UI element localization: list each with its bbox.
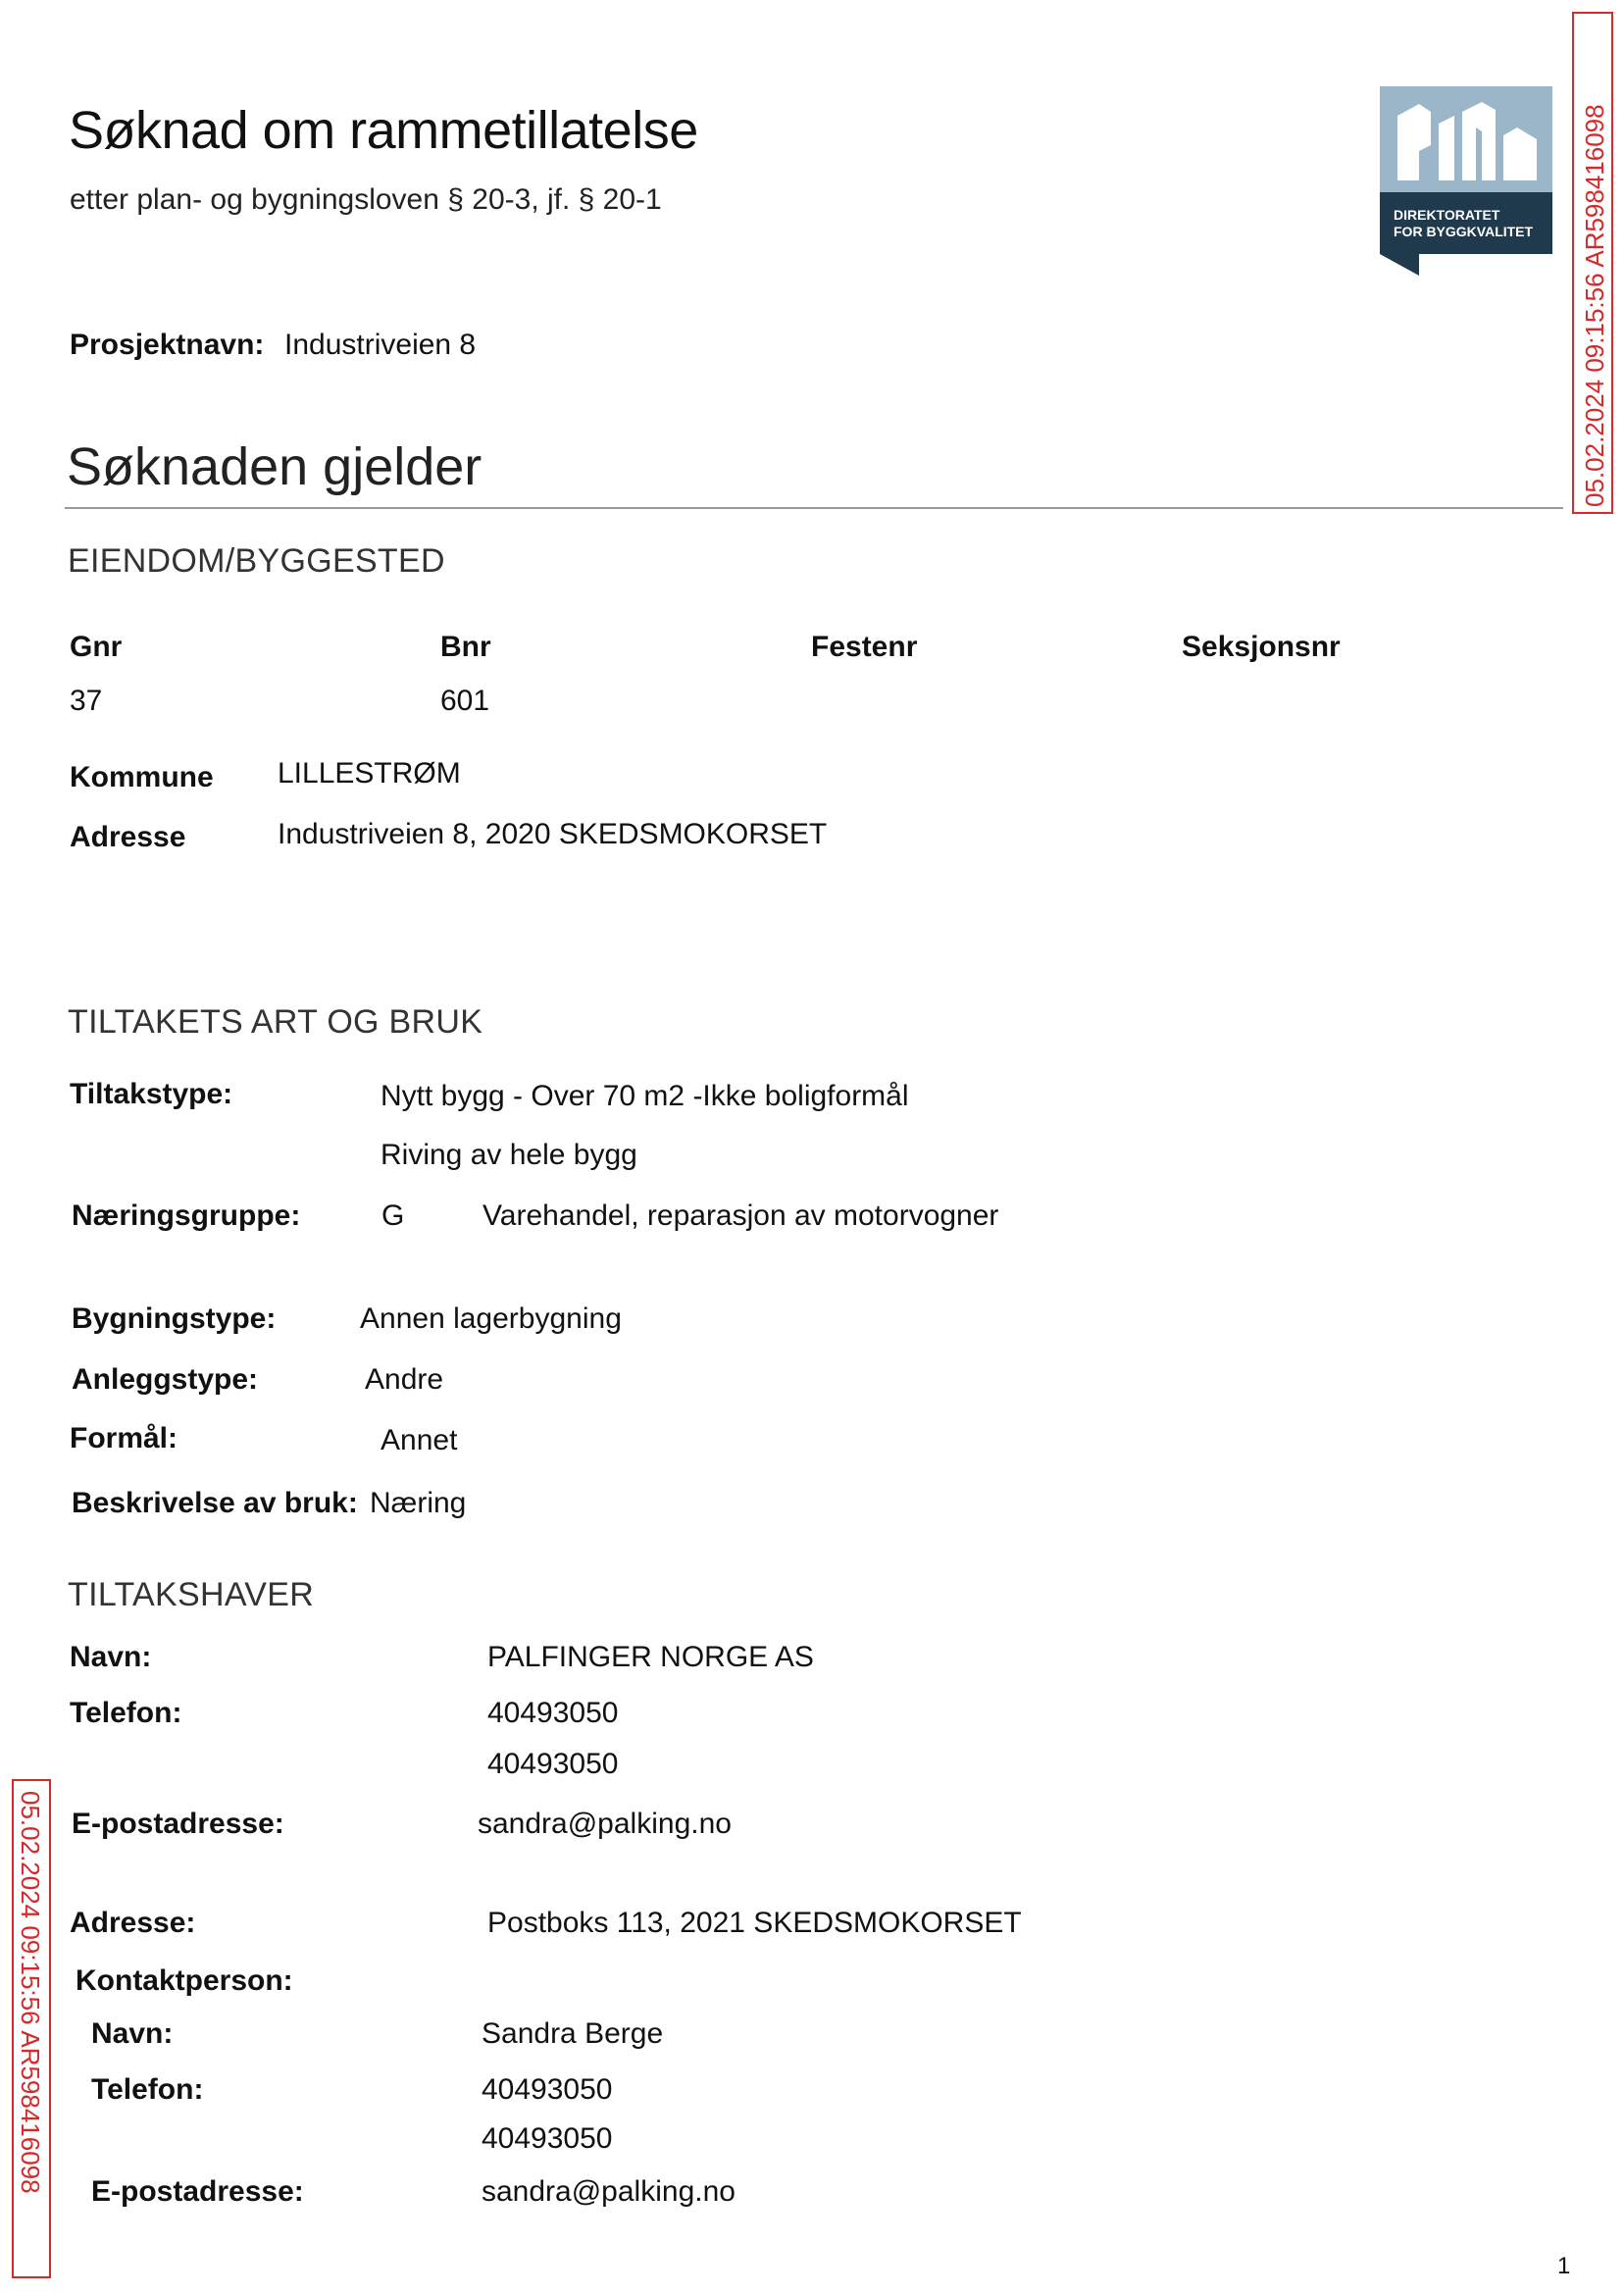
bygningstype-value: Annen lagerbygning (360, 1302, 622, 1335)
section-divider (65, 507, 1563, 509)
dibk-logo (1380, 86, 1552, 276)
document-title: Søknad om rammetillatelse (69, 101, 698, 160)
logo-line1: DIREKTORATET (1394, 207, 1500, 223)
logo-line2: FOR BYGGKVALITET (1394, 224, 1534, 239)
tiltakstype-label: Tiltakstype: (70, 1078, 233, 1110)
kommune-value: LILLESTRØM (278, 757, 461, 790)
naeringsgruppe-label: Næringsgruppe: (72, 1199, 301, 1232)
document-subtitle: etter plan- og bygningsloven § 20-3, jf. § 20-1 (70, 183, 662, 216)
festenr-header: Festenr (811, 631, 918, 663)
bygningstype-label: Bygningstype: (72, 1302, 277, 1335)
naeringsgruppe-value: Varehandel, reparasjon av motorvogner (482, 1199, 999, 1232)
anleggstype-value: Andre (365, 1363, 444, 1396)
bnr-header: Bnr (440, 631, 491, 663)
project-name-label: Prosjektnavn: (70, 329, 265, 361)
kontakt-telefon-label: Telefon: (91, 2073, 204, 2106)
gnr-header: Gnr (70, 631, 123, 663)
timestamp-stamp-bottom (12, 1779, 51, 2278)
tiltakshaver-epost-label: E-postadresse: (72, 1808, 284, 1840)
kommune-label: Kommune (70, 761, 214, 793)
tiltakshaver-telefon-label: Telefon: (70, 1697, 182, 1729)
kontakt-telefon-2: 40493050 (482, 2122, 613, 2155)
kontakt-epost-label: E-postadresse: (91, 2175, 304, 2208)
beskrivelse-value: Næring (370, 1487, 467, 1519)
stamp-text: 05.02.2024 09:15:56 AR598416098 (16, 1791, 45, 2194)
tiltakshaver-adresse-value: Postboks 113, 2021 SKEDSMOKORSET (487, 1907, 1022, 1939)
adresse-value: Industriveien 8, 2020 SKEDSMOKORSET (278, 818, 828, 850)
gnr-value: 37 (70, 685, 103, 717)
bnr-value: 601 (440, 685, 490, 717)
kontaktperson-label: Kontaktperson: (76, 1964, 293, 1997)
page-number: 1 (1557, 2253, 1571, 2279)
adresse-label: Adresse (70, 821, 186, 853)
formal-value: Annet (381, 1424, 458, 1456)
tiltakshaver-telefon-1: 40493050 (487, 1697, 619, 1729)
kontakt-navn-label: Navn: (91, 2017, 174, 2050)
kontakt-navn-value: Sandra Berge (482, 2017, 664, 2050)
tiltakshaver-navn-value: PALFINGER NORGE AS (487, 1641, 814, 1673)
stamp-text: 05.02.2024 09:15:56 AR598416098 (1580, 104, 1609, 507)
section-heading-soknaden: Søknaden gjelder (67, 437, 482, 496)
kontakt-telefon-1: 40493050 (482, 2073, 613, 2106)
tiltakshaver-epost-value: sandra@palking.no (478, 1808, 732, 1840)
tiltak-heading: TILTAKETS ART OG BRUK (68, 1003, 483, 1041)
tiltakstype-value-1: Nytt bygg - Over 70 m2 -Ikke boligformål (381, 1080, 909, 1112)
beskrivelse-label: Beskrivelse av bruk: (72, 1487, 358, 1519)
property-heading: EIENDOM/BYGGESTED (68, 542, 445, 580)
tiltakstype-value-2: Riving av hele bygg (381, 1139, 637, 1171)
naeringsgruppe-code: G (381, 1199, 405, 1232)
tiltakshaver-navn-label: Navn: (70, 1641, 152, 1673)
tiltakshaver-telefon-2: 40493050 (487, 1748, 619, 1780)
project-name-value: Industriveien 8 (284, 329, 477, 361)
tiltakshaver-heading: TILTAKSHAVER (68, 1576, 315, 1613)
anleggstype-label: Anleggstype: (72, 1363, 259, 1396)
timestamp-stamp-top (1572, 12, 1613, 514)
tiltakshaver-adresse-label: Adresse: (70, 1907, 196, 1939)
formal-label: Formål: (70, 1422, 178, 1454)
kontakt-epost-value: sandra@palking.no (482, 2175, 736, 2208)
seksjonsnr-header: Seksjonsnr (1182, 631, 1341, 663)
